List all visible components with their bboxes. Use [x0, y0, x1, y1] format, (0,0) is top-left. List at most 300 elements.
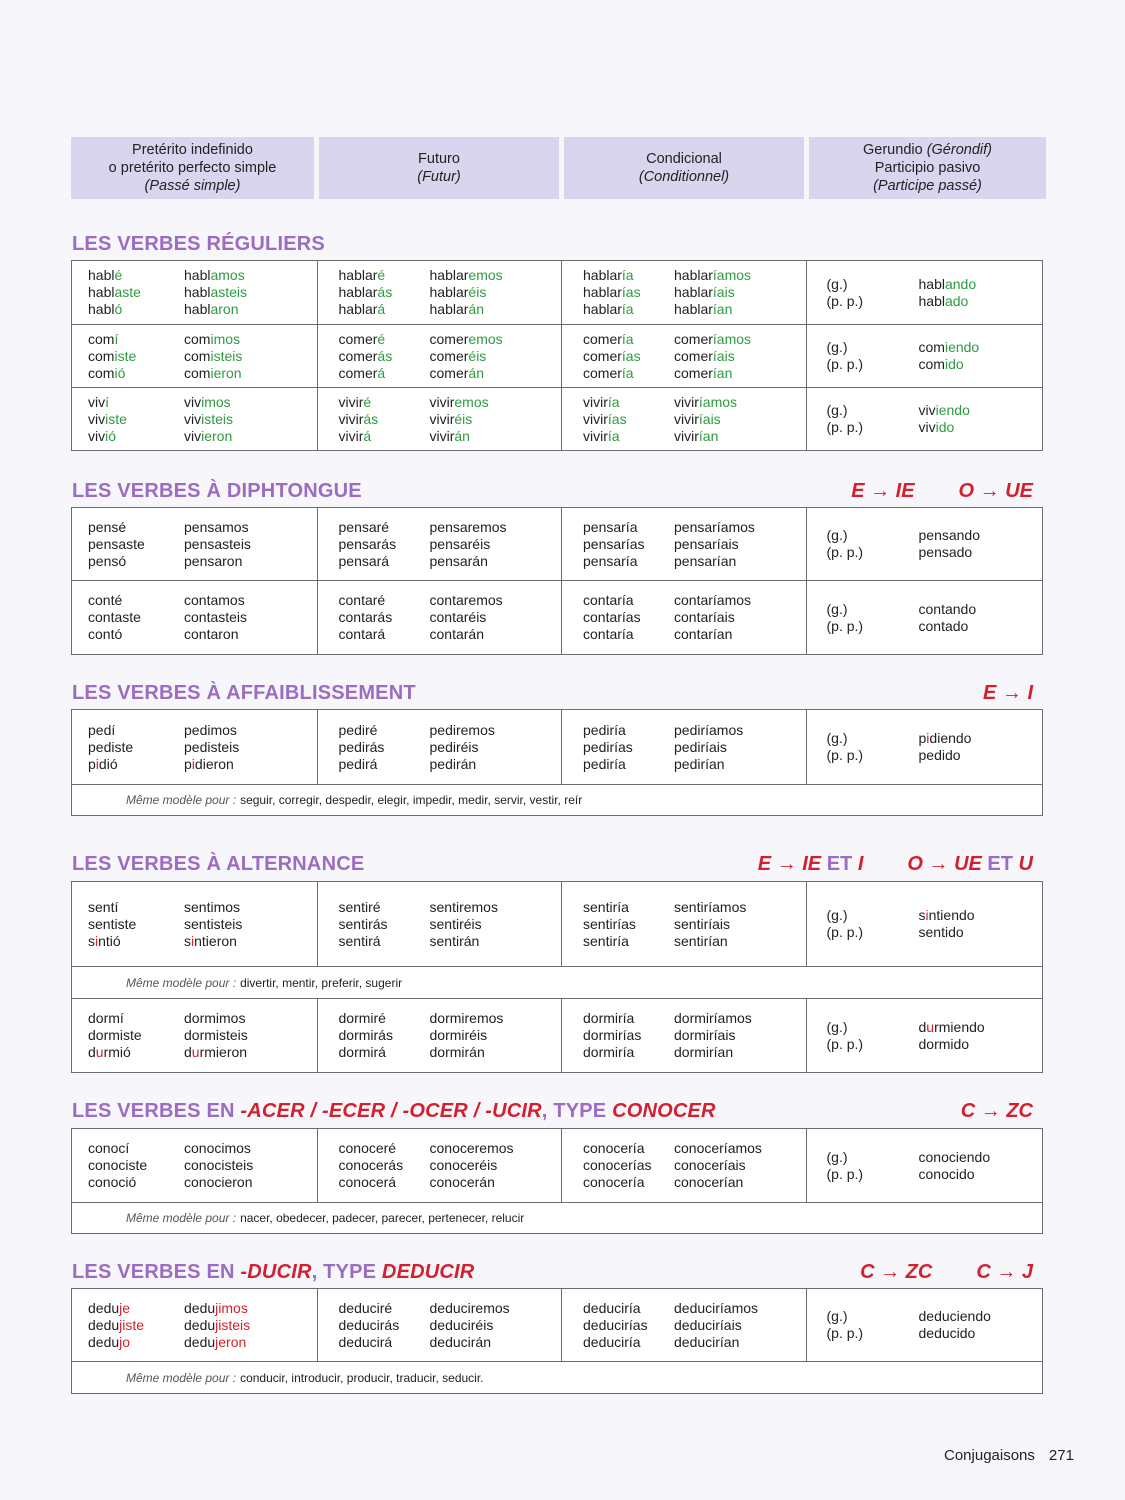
verb-form: deducirían — [674, 1333, 740, 1350]
verb-form: conocerás — [338, 1157, 404, 1173]
form-label: (p. p.) — [826, 292, 864, 309]
verb-form: dormirá — [338, 1044, 386, 1060]
verb-row — [72, 580, 1042, 654]
verb-row — [72, 998, 1042, 1072]
verb-form: dormirías — [583, 1027, 642, 1043]
verb-form: dormisteis — [184, 1027, 248, 1043]
cell-pret — [72, 388, 317, 450]
verb-form: sentiste — [88, 915, 137, 932]
verb-form: deduciremos — [429, 1299, 510, 1316]
verb-form: hablaremos — [429, 267, 503, 283]
verb-form: hablarías — [583, 284, 641, 300]
verb-form: conocisteis — [184, 1157, 254, 1173]
cell-fut — [317, 1289, 562, 1361]
same-model-note: Même modèle pour : nacer, obedecer, padecer, parecer, pertenecer, relucir — [126, 1211, 525, 1225]
form-label: (p. p.) — [826, 617, 864, 634]
cell-gerundio — [806, 508, 1043, 580]
verb-form: comisteis — [184, 347, 243, 364]
section-title-conocer: LES VERBES EN -ACER / -ECER / -OCER / -UCIR, TYPE CONOCER — [72, 1100, 716, 1122]
verb-form: pediría — [583, 755, 626, 772]
rule-diphtongue: E → IE O → UE — [851, 480, 1033, 502]
verb-form: dedujimos — [184, 1299, 248, 1316]
verb-form: sentiría — [583, 898, 629, 915]
verb-form: pensó — [88, 552, 127, 569]
verb-form: viví — [88, 393, 110, 410]
verb-form: dedujo — [88, 1333, 131, 1350]
verb-form: pedisteis — [184, 738, 240, 755]
verb-form: comiendo — [918, 339, 980, 355]
verb-form: vivirán — [429, 427, 470, 444]
cell-cond — [561, 999, 806, 1072]
verb-form: viviría — [583, 427, 620, 444]
verb-form: dedujisteis — [184, 1316, 251, 1333]
verb-form: contarías — [583, 609, 641, 625]
same-model-note: Même modèle pour : divertir, mentir, preferir, sugerir — [126, 975, 403, 990]
verb-form: contarás — [338, 609, 393, 625]
verb-form: pediste — [88, 738, 134, 755]
page-footer — [944, 1447, 1074, 1464]
verb-form: sentisteis — [184, 915, 243, 932]
verb-form: deduciría — [583, 1333, 641, 1350]
note-row — [72, 966, 1042, 998]
verb-form: conoció — [88, 1174, 137, 1190]
verb-form: conoceremos — [429, 1140, 514, 1156]
verb-form: contó — [88, 626, 123, 642]
verb-form: vivirá — [338, 427, 372, 444]
verb-form: contaría — [583, 592, 634, 608]
verb-form: pediría — [583, 721, 626, 738]
verb-form: conocerían — [674, 1174, 744, 1190]
verb-form: pensamos — [184, 518, 249, 535]
form-label: (p. p.) — [826, 544, 864, 560]
verb-form: pedirías — [583, 738, 633, 755]
verb-form: viviste — [88, 410, 127, 427]
verb-form: contaríais — [674, 609, 735, 625]
verb-form: conoceré — [338, 1140, 397, 1156]
verb-form: pensaríais — [674, 535, 739, 552]
cell-gerundio — [806, 388, 1043, 450]
verb-form: conocimos — [184, 1140, 251, 1156]
form-label: (p. p.) — [826, 1035, 864, 1052]
verb-form: hablaréis — [429, 284, 487, 300]
verb-form: viviremos — [429, 393, 489, 410]
verb-form: comerían — [674, 364, 733, 381]
verb-form: hablaríais — [674, 284, 735, 300]
verb-form: pensaste — [88, 535, 145, 552]
verb-form: dormiré — [338, 1010, 386, 1026]
verb-form: contarán — [429, 626, 484, 642]
table-reguliers — [71, 260, 1043, 451]
cell-fut — [317, 710, 562, 784]
verb-form: vivisteis — [184, 410, 234, 427]
verb-form: conocerán — [429, 1174, 495, 1190]
cell-cond — [561, 325, 806, 387]
verb-form: viviríais — [674, 410, 721, 427]
verb-form: durmieron — [184, 1044, 248, 1060]
verb-form: habló — [88, 301, 123, 317]
cell-fut — [317, 388, 562, 450]
verb-form: pedirás — [338, 738, 385, 755]
verb-form: comerías — [583, 347, 641, 364]
verb-form: pensarán — [429, 552, 488, 569]
verb-form: dormiría — [583, 1010, 635, 1026]
verb-form: pediríamos — [674, 721, 744, 738]
form-label: (g.) — [826, 730, 848, 746]
rule-deducir: C → ZC C → J — [860, 1261, 1033, 1283]
verb-form: deduciríamos — [674, 1299, 759, 1316]
cell-pret — [72, 999, 317, 1072]
verb-form: contando — [918, 600, 977, 617]
verb-form: conoceréis — [429, 1157, 498, 1173]
verb-form: hablado — [918, 292, 969, 309]
verb-form: sentiremos — [429, 898, 498, 915]
verb-form: pensarías — [583, 535, 645, 552]
form-label: (g.) — [826, 275, 848, 292]
verb-form: pensasteis — [184, 535, 251, 552]
note-row — [72, 1361, 1042, 1393]
cell-gerundio — [806, 999, 1043, 1072]
verb-form: pensando — [918, 527, 981, 543]
verb-form: pensaría — [583, 552, 638, 569]
verb-form: hablaría — [583, 301, 634, 317]
verb-form: deduciréis — [429, 1316, 494, 1333]
verb-row — [72, 1129, 1042, 1202]
verb-form: dormimos — [184, 1010, 246, 1026]
verb-form: viviré — [338, 393, 372, 410]
cell-gerundio — [806, 1289, 1043, 1361]
verb-form: pediré — [338, 721, 378, 738]
verb-form: sentimos — [184, 898, 241, 915]
cell-gerundio — [806, 581, 1043, 654]
cell-pret — [72, 710, 317, 784]
verb-form: pedimos — [184, 721, 237, 738]
cell-pret — [72, 1129, 317, 1202]
verb-form: vivirás — [338, 410, 379, 427]
verb-form: pedirían — [674, 755, 725, 772]
header-futuro: Futuro (Futur) — [319, 137, 559, 199]
header-condicional: Condicional (Conditionnel) — [564, 137, 804, 199]
form-label: (g.) — [826, 527, 848, 543]
verb-form: comeré — [338, 330, 386, 347]
verb-form: sentirán — [429, 932, 480, 949]
cell-pret — [72, 508, 317, 580]
verb-form: conoceríamos — [674, 1140, 762, 1156]
form-label: (p. p.) — [826, 1325, 864, 1341]
cell-cond — [561, 581, 806, 654]
header-preterito: Pretérito indefinido o pretérito perfecto simple (Passé simple) — [71, 137, 314, 199]
verb-form: sentirás — [338, 915, 388, 932]
verb-form: hablaría — [583, 267, 634, 283]
form-label: (g.) — [826, 1148, 848, 1165]
verb-form: dormirán — [429, 1044, 485, 1060]
verb-row — [72, 261, 1042, 324]
verb-form: deduciendo — [918, 1308, 991, 1324]
verb-form: viviendo — [918, 402, 970, 418]
cell-cond — [561, 710, 806, 784]
verb-form: pensaron — [184, 552, 243, 569]
cell-fut — [317, 999, 562, 1072]
verb-form: comeríamos — [674, 330, 752, 347]
table-affaiblissement — [71, 709, 1043, 816]
form-label: (p. p.) — [826, 419, 864, 435]
verb-form: conocí — [88, 1140, 130, 1156]
verb-form: comería — [583, 364, 634, 381]
form-label: (p. p.) — [826, 356, 864, 372]
verb-form: comió — [88, 364, 126, 381]
verb-form: deducirías — [583, 1316, 648, 1333]
verb-form: dormiste — [88, 1027, 142, 1043]
verb-form: comí — [88, 330, 119, 347]
verb-form: sintiendo — [918, 907, 975, 923]
cell-fut — [317, 325, 562, 387]
verb-form: comerá — [338, 364, 386, 381]
verb-form: hablando — [918, 275, 977, 292]
verb-form: contamos — [184, 592, 245, 608]
verb-form: sentiré — [338, 898, 381, 915]
form-label: (p. p.) — [826, 1165, 864, 1182]
cell-pret — [72, 1289, 317, 1361]
verb-form: comimos — [184, 330, 241, 347]
cell-gerundio — [806, 882, 1043, 966]
verb-form: comieron — [184, 364, 242, 381]
verb-form: viviríamos — [674, 393, 738, 410]
cell-pret — [72, 325, 317, 387]
rule-conocer: C → ZC — [960, 1100, 1033, 1122]
verb-form: sentirían — [674, 932, 728, 949]
verb-form: comido — [918, 356, 964, 372]
verb-form: dormiréis — [429, 1027, 488, 1043]
cell-fut — [317, 581, 562, 654]
cell-gerundio — [806, 1129, 1043, 1202]
table-deducir — [71, 1288, 1043, 1394]
verb-form: hablasteis — [184, 284, 248, 300]
verb-form: vivieron — [184, 427, 233, 444]
table-alternance — [71, 881, 1043, 1073]
cell-cond — [561, 1289, 806, 1361]
verb-form: dormirían — [674, 1044, 734, 1060]
verb-form: deducirá — [338, 1333, 393, 1350]
section-title-affaiblissement: LES VERBES À AFFAIBLISSEMENT — [72, 682, 416, 704]
verb-form: pensarían — [674, 552, 737, 569]
verb-form: comeréis — [429, 347, 487, 364]
verb-form: pedirá — [338, 755, 378, 772]
verb-form: deduje — [88, 1299, 131, 1316]
verb-form: conocerías — [583, 1157, 652, 1173]
verb-row — [72, 324, 1042, 387]
section-title-diphtongue: LES VERBES À DIPHTONGUE — [72, 480, 362, 502]
verb-form: deduciré — [338, 1299, 393, 1316]
cell-gerundio — [806, 325, 1043, 387]
verb-form: contaré — [338, 592, 386, 608]
rule-affaiblissement: E → I — [982, 682, 1033, 704]
verb-form: durmió — [88, 1044, 131, 1060]
cell-fut — [317, 261, 562, 324]
verb-form: contarían — [674, 626, 733, 642]
verb-form: pedí — [88, 721, 116, 738]
verb-form: conoceríais — [674, 1157, 746, 1173]
verb-row — [72, 710, 1042, 784]
verb-form: deducirán — [429, 1333, 491, 1350]
verb-form: conocido — [918, 1165, 975, 1182]
section-title-alternance: LES VERBES À ALTERNANCE — [72, 853, 365, 875]
verb-form: pensaremos — [429, 518, 507, 535]
verb-form: contaron — [184, 626, 239, 642]
verb-form: conté — [88, 592, 123, 608]
cell-fut — [317, 882, 562, 966]
verb-form: sentirá — [338, 932, 381, 949]
cell-pret — [72, 261, 317, 324]
verb-form: vivió — [88, 427, 117, 444]
verb-form: sentiríais — [674, 915, 731, 932]
verb-form: viviría — [583, 393, 620, 410]
verb-form: conociendo — [918, 1148, 991, 1165]
form-label: (g.) — [826, 402, 848, 418]
verb-form: dormirás — [338, 1027, 393, 1043]
verb-form: conocerá — [338, 1174, 397, 1190]
verb-form: comeremos — [429, 330, 503, 347]
form-label: (g.) — [826, 907, 848, 923]
verb-form: comiste — [88, 347, 137, 364]
cell-fut — [317, 1129, 562, 1202]
verb-form: pediremos — [429, 721, 495, 738]
verb-form: vivirías — [583, 410, 627, 427]
verb-form: deducido — [918, 1325, 976, 1341]
verb-form: deducirás — [338, 1316, 400, 1333]
verb-form: sintieron — [184, 932, 237, 949]
verb-form: durmiendo — [918, 1018, 985, 1035]
verb-form: pedirán — [429, 755, 477, 772]
verb-form: sentiría — [583, 932, 629, 949]
verb-form: dormí — [88, 1010, 124, 1026]
form-label: (g.) — [826, 1308, 848, 1324]
header-gerundio: Gerundio (Gérondif) Participio pasivo (Participe passé) — [809, 137, 1046, 199]
verb-form: contaremos — [429, 592, 503, 608]
cell-cond — [561, 388, 806, 450]
verb-form: deduciríais — [674, 1316, 742, 1333]
table-conocer — [71, 1128, 1043, 1234]
verb-form: hablaron — [184, 301, 239, 317]
page-number: 271 — [1048, 1447, 1074, 1464]
verb-form: conociste — [88, 1157, 148, 1173]
verb-form: pensaré — [338, 518, 390, 535]
verb-form: pensé — [88, 518, 127, 535]
verb-form: vivido — [918, 419, 955, 435]
cell-fut — [317, 508, 562, 580]
verb-form: pediríais — [674, 738, 727, 755]
verb-form: pensaríamos — [674, 518, 755, 535]
verb-form: pensaría — [583, 518, 638, 535]
verb-form: comerán — [429, 364, 484, 381]
cell-pret — [72, 882, 317, 966]
verb-form: contaste — [88, 609, 141, 625]
verb-form: hablarás — [338, 284, 393, 300]
verb-form: contará — [338, 626, 386, 642]
verb-form: dormiríamos — [674, 1010, 752, 1026]
verb-form: hablarían — [674, 301, 733, 317]
note-row — [72, 1202, 1042, 1233]
rule-alternance: E → IE ET I O → UE ET U — [757, 853, 1033, 875]
verb-form: contaréis — [429, 609, 487, 625]
verb-form: hablamos — [184, 267, 245, 283]
verb-form: dormiría — [583, 1044, 635, 1060]
verb-row — [72, 882, 1042, 966]
cell-cond — [561, 508, 806, 580]
form-label: (p. p.) — [826, 924, 864, 940]
form-label: (g.) — [826, 1018, 848, 1035]
verb-form: contaría — [583, 626, 634, 642]
verb-form: sentiréis — [429, 915, 482, 932]
verb-form: pidiendo — [918, 730, 972, 746]
form-label: (p. p.) — [826, 747, 864, 763]
verb-form: hablará — [338, 301, 386, 317]
cell-cond — [561, 261, 806, 324]
form-label: (g.) — [826, 600, 848, 617]
verb-form: contaríamos — [674, 592, 752, 608]
verb-row — [72, 1289, 1042, 1361]
verb-form: pidieron — [184, 755, 234, 772]
verb-form: sentí — [88, 898, 119, 915]
verb-form: conocería — [583, 1140, 645, 1156]
verb-form: hablaste — [88, 284, 141, 300]
verb-row — [72, 508, 1042, 580]
verb-form: vivimos — [184, 393, 231, 410]
note-row — [72, 784, 1042, 815]
verb-form: sintió — [88, 932, 121, 949]
verb-form: conocería — [583, 1174, 645, 1190]
verb-form: pensaréis — [429, 535, 491, 552]
verb-form: comeríais — [674, 347, 735, 364]
form-label: (g.) — [826, 339, 848, 355]
verb-form: hablé — [88, 267, 123, 283]
verb-form: vivirían — [674, 427, 719, 444]
cell-cond — [561, 1129, 806, 1202]
verb-form: hablarán — [429, 301, 484, 317]
verb-form: contasteis — [184, 609, 248, 625]
verb-form: sentiríamos — [674, 898, 747, 915]
table-diphtongue — [71, 507, 1043, 655]
verb-form: pidió — [88, 755, 118, 772]
verb-form: pediréis — [429, 738, 479, 755]
verb-form: comerás — [338, 347, 393, 364]
same-model-note: Même modèle pour : seguir, corregir, despedir, elegir, impedir, medir, servir, vestir, reír — [126, 793, 583, 807]
verb-form: comería — [583, 330, 634, 347]
verb-form: dormiríais — [674, 1027, 736, 1043]
same-model-note: Même modèle pour : conducir, introducir, producir, traducir, seducir. — [126, 1370, 484, 1385]
footer-label: Conjugaisons — [944, 1447, 1035, 1464]
verb-form: hablaríamos — [674, 267, 752, 283]
verb-row — [72, 387, 1042, 450]
verb-form: hablaré — [338, 267, 386, 283]
section-title-deducir: LES VERBES EN -DUCIR, TYPE DEDUCIR — [72, 1261, 475, 1283]
verb-form: conocieron — [184, 1174, 253, 1190]
verb-form: viviréis — [429, 410, 473, 427]
verb-form: deduciría — [583, 1299, 641, 1316]
cell-gerundio — [806, 261, 1043, 324]
verb-form: contado — [918, 617, 969, 634]
section-title-reguliers: LES VERBES RÉGULIERS — [72, 233, 325, 255]
cell-pret — [72, 581, 317, 654]
verb-form: sentido — [918, 924, 964, 940]
verb-form: pensará — [338, 552, 390, 569]
verb-form: pensado — [918, 544, 973, 560]
verb-form: dormido — [918, 1035, 970, 1052]
verb-form: dedujiste — [88, 1316, 145, 1333]
cell-gerundio — [806, 710, 1043, 784]
verb-form: pedido — [918, 747, 961, 763]
verb-form: sentirías — [583, 915, 636, 932]
verb-form: pensarás — [338, 535, 397, 552]
verb-form: dedujeron — [184, 1333, 247, 1350]
